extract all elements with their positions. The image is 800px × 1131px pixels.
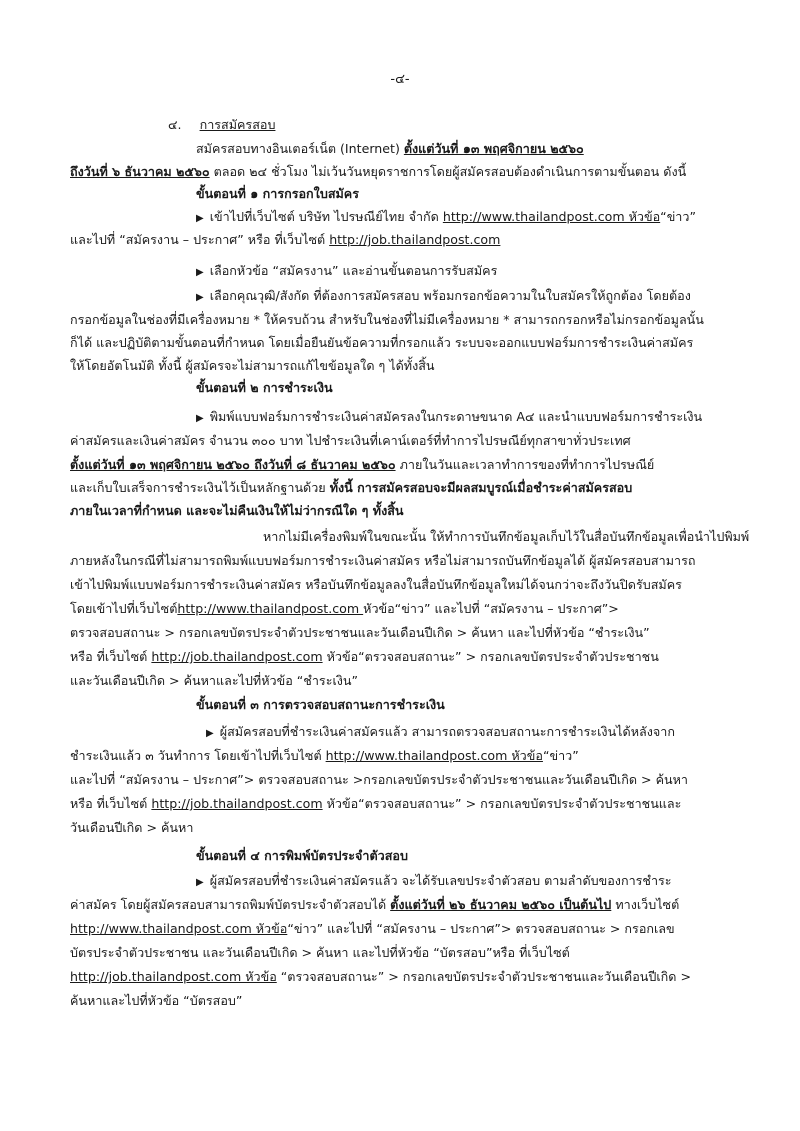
- thailandpost-link[interactable]: http://www.thailandpost.com หัวข้อ: [442, 209, 661, 224]
- step3-bullet-1: ▶ ผู้สมัครสอบที่ชำระเงินค่าสมัครแล้ว สามารถตรวจสอบสถานะการชำระเงินได้หลังจาก: [206, 722, 675, 744]
- step1-heading: ขั้นตอนที่ ๑ การกรอกใบสมัคร: [196, 186, 359, 201]
- job-thailandpost-link[interactable]: http://job.thailandpost.com หัวข้อ: [70, 969, 277, 984]
- step2-para2-line-1: หากไม่มีเครื่องพิมพ์ในขณะนั้น ให้ทำการบันทึกข้อมูลเก็บไว้ในสื่อบันทึกข้อมูลเพื่อนำไปพิมพ์: [263, 529, 750, 544]
- bullet-arrow-icon: ▶: [196, 413, 204, 424]
- step1-bullet-1-cont: และไปที่ “สมัครงาน – ประกาศ” หรือ ที่เว็บไซต์ http://job.thailandpost.com: [70, 232, 501, 247]
- section-title: การสมัครสอบ: [199, 117, 276, 132]
- end-date: ถึงวันที่ ๖ ธันวาคม ๒๕๖๐: [70, 164, 210, 179]
- payment-period: ตั้งแต่วันที่ ๑๓ พฤศจิกายน ๒๕๖๐ ถึงวันที่ ๘ ธันวาคม ๒๕๖๐: [70, 457, 396, 472]
- step1-bullet-3-line-3: ก็ได้ และปฏิบัติตามขั้นตอนที่กำหนด โดยเมื่อยืนยันข้อความที่กรอกแล้ว ระบบจะออกแบบฟอร์มการชำระเงินค่าสมัคร: [70, 335, 694, 350]
- step3-line-3: และไปที่ “สมัครงาน – ประกาศ”> ตรวจสอบสถานะ >กรอกเลขบัตรประจำตัวประชาชนและวันเดือนปีเกิด > ค้นหา: [70, 772, 688, 787]
- step1-bullet-3-line-2: กรอกข้อมูลในช่องที่มีเครื่องหมาย * ให้ครบถ้วน สำหรับในช่องที่ไม่มีเครื่องหมาย * สามารถกรอกหรือไม่กรอกข้อมูลนั้น: [70, 312, 704, 327]
- thailandpost-link[interactable]: http://www.thailandpost.com: [177, 601, 364, 616]
- step2-line-2: ค่าสมัครและเงินค่าสมัคร จำนวน ๓๐๐ บาท ไปชำระเงินที่เคาน์เตอร์ที่ทำการไปรษณีย์ทุกสาขาทั่วประเทศ: [70, 433, 631, 448]
- step1-bullet-3: ▶ เลือกคุณวุฒิ/สังกัด ที่ต้องการสมัครสอบ พร้อมกรอกข้อความในใบสมัครให้ถูกต้อง โดยต้อง: [196, 286, 691, 308]
- step2-heading: ขั้นตอนที่ ๒ การชำระเงิน: [196, 380, 333, 395]
- step2-line-4: และเก็บใบเสร็จการชำระเงินไว้เป็นหลักฐานด้วย ทั้งนี้ การสมัครสอบจะมีผลสมบูรณ์เมื่อชำระค่าสมัครสอบ: [70, 480, 633, 495]
- step2-para2-line-2: ภายหลังในกรณีที่ไม่สามารถพิมพ์แบบฟอร์มการชำระเงินค่าสมัคร หรือไม่สามารถบันทึกข้อมูลได้ ผู้สมัครสอบสามารถ: [70, 553, 696, 568]
- step2-bullet-1: ▶ พิมพ์แบบฟอร์มการชำระเงินค่าสมัครลงในกระดาษขนาด A๔ และนำแบบฟอร์มการชำระเงิน: [196, 407, 702, 429]
- card-print-date: ตั้งแต่วันที่ ๒๖ ธันวาคม ๒๕๖๐ เป็นต้นไป: [390, 897, 612, 912]
- bullet-arrow-icon: ▶: [196, 213, 204, 224]
- intro-line-1: สมัครสอบทางอินเตอร์เน็ต (Internet) ตั้งแต่วันที่ ๑๓ พฤศจิกายน ๒๕๖๐: [196, 141, 584, 156]
- step4-line-2: ค่าสมัคร โดยผู้สมัครสอบสามารถพิมพ์บัตรประจำตัวสอบได้ ตั้งแต่วันที่ ๒๖ ธันวาคม ๒๕๖๐ เป็นต้นไป ทางเว็บไซต์: [70, 897, 680, 912]
- bullet-arrow-icon: ▶: [196, 877, 204, 888]
- bullet-arrow-icon: ▶: [196, 292, 204, 303]
- step4-line-4: บัตรประจำตัวประชาชน และวันเดือนปีเกิด > ค้นหา และไปที่หัวข้อ “บัตรสอบ”หรือ ที่เว็บไซต์: [70, 945, 570, 960]
- step2-para2-line-3: เข้าไปพิมพ์แบบฟอร์มการชำระเงินค่าสมัคร หรือบันทึกข้อมูลลงในสื่อบันทึกข้อมูลใหม่ได้จนกว่าจะถึงวันปิดรับสมัคร: [70, 577, 682, 592]
- step2-para2-line-4: โดยเข้าไปที่เว็บไซต์http://www.thailandpost.com หัวข้อ“ข่าว” และไปที่ “สมัครงาน – ประกาศ”>: [70, 601, 619, 616]
- step2-para2-line-5: ตรวจสอบสถานะ > กรอกเลขบัตรประจำตัวประชาชนและวันเดือนปีเกิด > ค้นหา และไปที่หัวข้อ “ชำระเงิน”: [70, 625, 650, 640]
- job-thailandpost-link[interactable]: http://job.thailandpost.com: [151, 649, 323, 664]
- step2-para2-line-7: และวันเดือนปีเกิด > ค้นหาและไปที่หัวข้อ “ชำระเงิน”: [70, 673, 359, 688]
- thailandpost-link[interactable]: http://www.thailandpost.com หัวข้อ: [70, 921, 288, 936]
- page-number: -๔-: [390, 72, 410, 87]
- thailandpost-link[interactable]: http://www.thailandpost.com หัวข้อ: [325, 748, 543, 763]
- step4-line-3: http://www.thailandpost.com หัวข้อ“ข่าว” และไปที่ “สมัครงาน – ประกาศ”> ตรวจสอบสถานะ > กรอกเลข: [70, 921, 675, 936]
- job-thailandpost-link[interactable]: http://job.thailandpost.com: [151, 796, 323, 811]
- section-number: ๔.: [168, 117, 182, 132]
- step2-line-5: ภายในเวลาที่กำหนด และจะไม่คืนเงินให้ไม่ว่ากรณีใด ๆ ทั้งสิ้น: [70, 503, 404, 518]
- bullet-arrow-icon: ▶: [196, 267, 204, 278]
- step4-bullet-1: ▶ ผู้สมัครสอบที่ชำระเงินค่าสมัครแล้ว จะได้รับเลขประจำตัวสอบ ตามลำดับของการชำระ: [196, 871, 672, 893]
- step4-heading: ขั้นตอนที่ ๔ การพิมพ์บัตรประจำตัวสอบ: [196, 848, 408, 863]
- step1-bullet-1: ▶ เข้าไปที่เว็บไซต์ บริษัท ไปรษณีย์ไทย จำกัด http://www.thailandpost.com หัวข้อ“ข่าว”: [196, 207, 696, 229]
- step2-para2-line-6: หรือ ที่เว็บไซต์ http://job.thailandpost.com หัวข้อ“ตรวจสอบสถานะ” > กรอกเลขบัตรประจำตัวประชาชน: [70, 649, 659, 664]
- step2-line-3: ตั้งแต่วันที่ ๑๓ พฤศจิกายน ๒๕๖๐ ถึงวันที่ ๘ ธันวาคม ๒๕๖๐ ภายในวันและเวลาทำการของที่ทำการไปรษณีย์: [70, 457, 655, 472]
- intro-line-2: ถึงวันที่ ๖ ธันวาคม ๒๕๖๐ ตลอด ๒๔ ชั่วโมง ไม่เว้นวันหยุดราชการโดยผู้สมัครสอบต้องดำเนินการตามขั้นตอน ดังนี้: [70, 164, 687, 179]
- section-heading: [168, 115, 275, 135]
- bullet-arrow-icon: ▶: [206, 728, 214, 739]
- step1-bullet-2: ▶ เลือกหัวข้อ “สมัครงาน” และอ่านขั้นตอนการรับสมัคร: [196, 261, 497, 283]
- step4-line-5: http://job.thailandpost.com หัวข้อ “ตรวจสอบสถานะ” > กรอกเลขบัตรประจำตัวประชาชนและวันเดือนปีเกิด >: [70, 969, 692, 984]
- job-thailandpost-link[interactable]: http://job.thailandpost.com: [329, 232, 501, 247]
- step3-line-5: วันเดือนปีเกิด > ค้นหา: [70, 820, 194, 835]
- start-date: ตั้งแต่วันที่ ๑๓ พฤศจิกายน ๒๕๖๐: [403, 141, 584, 156]
- step1-bullet-3-line-4: ให้โดยอัตโนมัติ ทั้งนี้ ผู้สมัครจะไม่สามารถแก้ไขข้อมูลใด ๆ ได้ทั้งสิ้น: [70, 358, 435, 373]
- step3-heading: ขั้นตอนที่ ๓ การตรวจสอบสถานะการชำระเงิน: [196, 697, 445, 712]
- step3-line-2: ชำระเงินแล้ว ๓ วันทำการ โดยเข้าไปที่เว็บไซต์ http://www.thailandpost.com หัวข้อ“ข่าว”: [70, 748, 579, 763]
- step3-line-4: หรือ ที่เว็บไซต์ http://job.thailandpost.com หัวข้อ“ตรวจสอบสถานะ” > กรอกเลขบัตรประจำตัวประชาชนและ: [70, 796, 682, 811]
- step4-line-6: ค้นหาและไปที่หัวข้อ “บัตรสอบ”: [70, 993, 243, 1008]
